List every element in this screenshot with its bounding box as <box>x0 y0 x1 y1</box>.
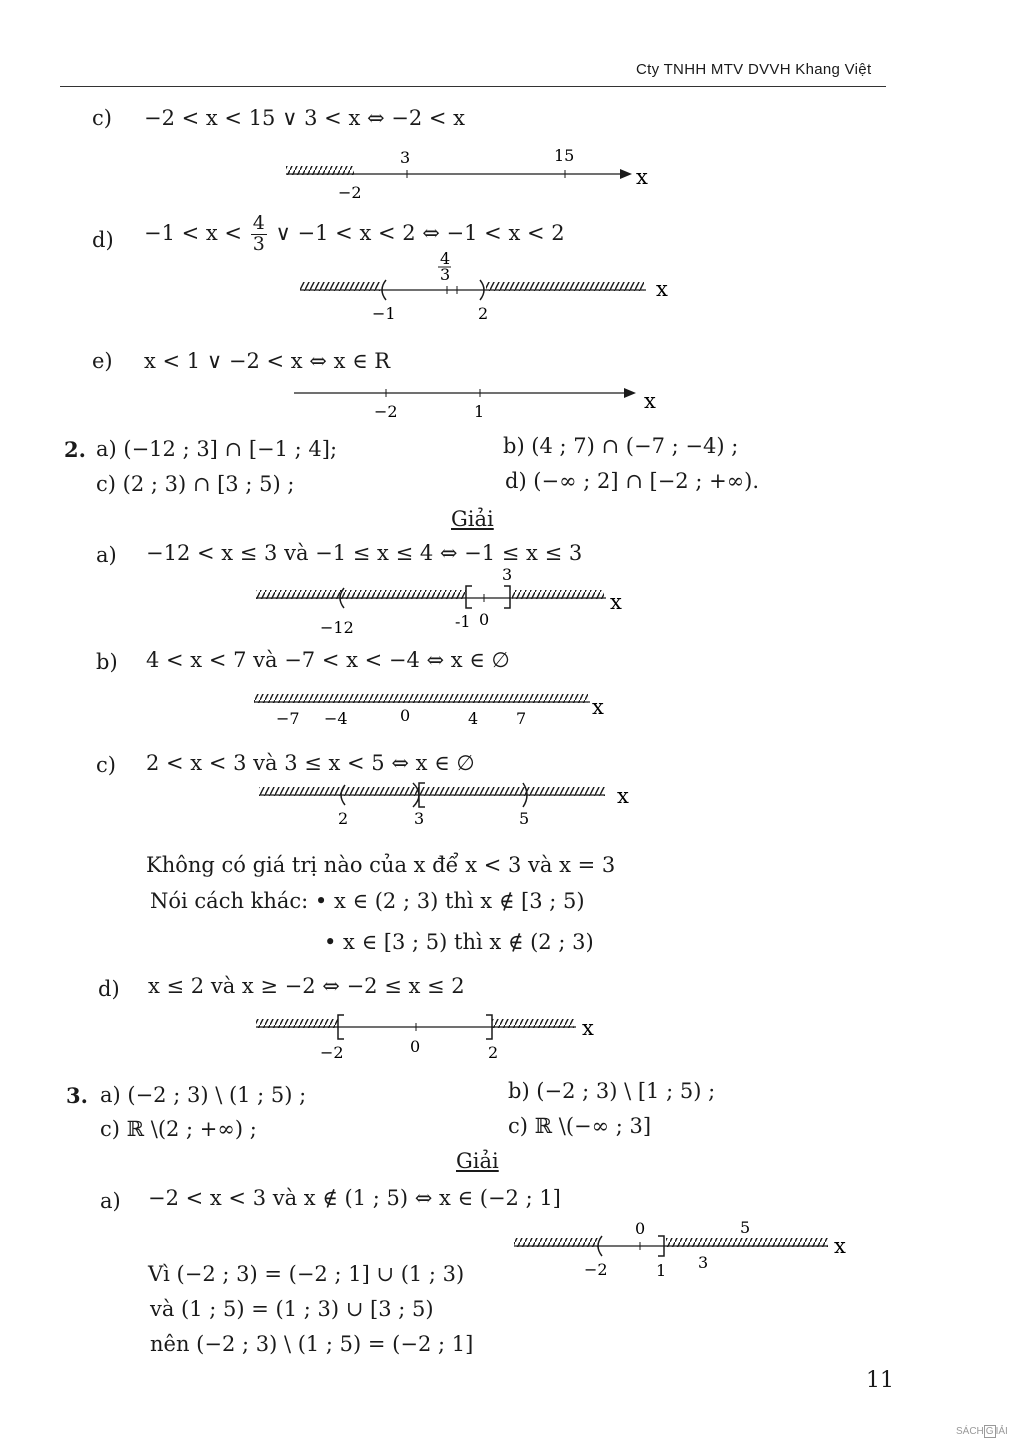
tick-label: 4 <box>468 709 479 728</box>
tick-label: 2 <box>488 1043 499 1062</box>
tick-label: 0 <box>410 1037 421 1056</box>
solution-c-text: 2 < x < 3 và 3 ≤ x < 5 ⇔ x ∈ ∅ <box>146 751 475 775</box>
watermark-logo <box>956 1426 1008 1437</box>
solution-heading: Giải <box>451 507 494 531</box>
solution-b-label: b) <box>96 650 118 674</box>
tick-label: 3 <box>698 1253 709 1272</box>
fraction-numerator: 4 <box>252 212 265 234</box>
tick-label: −1 <box>372 304 396 323</box>
tick-label: 1 <box>474 402 485 421</box>
publisher-header: Cty TNHH MTV DVVH Khang Việt <box>636 61 872 78</box>
item-c-label: c) <box>92 106 112 130</box>
axis-variable: x <box>644 389 656 413</box>
number-line-7 <box>250 1005 630 1065</box>
tick-label: 3 <box>502 565 513 584</box>
reason-line-3: nên (−2 ; 3) \ (1 ; 5) = (−2 ; 1] <box>150 1332 474 1356</box>
axis-variable: x <box>656 277 668 301</box>
exercise-3-number: 3. <box>66 1083 88 1108</box>
number-line-1 <box>280 140 680 210</box>
exercise-2-a: a) (−12 ; 3] ∩ [−1 ; 4]; <box>96 437 338 461</box>
tick-label: 2 <box>478 304 489 323</box>
solution-d-text: x ≤ 2 và x ≥ −2 ⇔ −2 ≤ x ≤ 2 <box>148 974 465 998</box>
header-rule <box>60 86 886 87</box>
closed-bracket <box>466 586 472 608</box>
tick-label: −12 <box>320 618 354 637</box>
tick-label: −2 <box>338 183 362 202</box>
exercise-3-b: b) (−2 ; 3) \ [1 ; 5) ; <box>508 1079 716 1103</box>
note-line-1: Không có giá trị nào của x để x < 3 và x = 3 <box>146 853 616 877</box>
axis-variable: x <box>834 1234 846 1258</box>
arrowhead <box>620 169 632 179</box>
tick-label: 5 <box>740 1218 751 1237</box>
tick-label: 3 <box>440 265 451 284</box>
watermark-mid: G <box>985 1426 994 1437</box>
solution-c-label: c) <box>96 753 116 777</box>
number-line-8 <box>510 1212 860 1282</box>
solution-d-label: d) <box>98 977 120 1001</box>
note-line-2: Nói cách khác: • x ∈ (2 ; 3) thì x ∉ [3 ; 5) <box>150 889 585 913</box>
tick-label: 5 <box>519 809 530 828</box>
page-number: 11 <box>866 1368 894 1393</box>
tick-label: −7 <box>276 709 300 728</box>
number-line-4 <box>250 562 650 642</box>
tick-label: -1 <box>455 612 471 631</box>
axis-variable: x <box>592 695 604 719</box>
axis-variable: x <box>636 165 648 189</box>
item-d-expression <box>144 214 565 255</box>
exercise-3-a: a) (−2 ; 3) \ (1 ; 5) ; <box>100 1083 307 1107</box>
tick-label: 4 <box>440 249 451 268</box>
item-d-post: ∨ −1 < x < 2 ⇔ −1 < x < 2 <box>275 220 565 245</box>
item-e-text: x < 1 ∨ −2 < x ⇔ x ∈ R <box>144 349 391 373</box>
exercise-2-c: c) (2 ; 3) ∩ [3 ; 5) ; <box>96 472 295 496</box>
exercise-2-b: b) (4 ; 7) ∩ (−7 ; −4) ; <box>503 434 739 458</box>
note-line-3: • x ∈ [3 ; 5) thì x ∉ (2 ; 3) <box>324 930 594 954</box>
axis-variable: x <box>582 1016 594 1040</box>
item-e-label: e) <box>92 349 113 373</box>
tick-label: −2 <box>320 1043 344 1062</box>
number-line-5 <box>250 680 650 740</box>
reason-line-2: và (1 ; 5) = (1 ; 3) ∪ [3 ; 5) <box>150 1297 434 1321</box>
fraction <box>251 214 267 255</box>
tick-label: 3 <box>414 809 425 828</box>
axis-variable: x <box>610 590 622 614</box>
tick-label: 0 <box>635 1219 646 1238</box>
exercise-2-number: 2. <box>64 437 86 462</box>
number-line-6 <box>255 775 655 835</box>
item-c-text: −2 < x < 15 ∨ 3 < x ⇔ −2 < x <box>144 106 465 130</box>
solution-a-text: −12 < x ≤ 3 và −1 ≤ x ≤ 4 ⇔ −1 ≤ x ≤ 3 <box>146 541 583 565</box>
tick-label: 3 <box>400 148 411 167</box>
tick-label: 7 <box>516 709 527 728</box>
item-d-pre: −1 < x < <box>144 220 243 245</box>
reason-line-1: Vì (−2 ; 3) = (−2 ; 1] ∪ (1 ; 3) <box>148 1262 465 1286</box>
solution-3a-label: a) <box>100 1189 121 1213</box>
tick-label: −4 <box>324 709 348 728</box>
solution-b-text: 4 < x < 7 và −7 < x < −4 ⇔ x ∈ ∅ <box>146 648 510 672</box>
axis-variable: x <box>617 784 629 808</box>
watermark-right: IẢI <box>995 1426 1008 1437</box>
tick-label: −2 <box>584 1260 608 1279</box>
number-line-2 <box>290 250 690 330</box>
arrowhead <box>624 388 636 398</box>
watermark-left: SÁCH <box>956 1426 984 1437</box>
solution-3a-text: −2 < x < 3 và x ∉ (1 ; 5) ⇔ x ∈ (−2 ; 1] <box>148 1186 561 1210</box>
number-line-3 <box>290 375 670 425</box>
exercise-3-c2: c) ℝ \(−∞ ; 3] <box>508 1114 652 1138</box>
tick-label: 0 <box>479 610 490 629</box>
tick-label: 2 <box>338 809 349 828</box>
tick-label: 1 <box>656 1261 667 1280</box>
tick-label: 0 <box>400 706 411 725</box>
solution-a-label: a) <box>96 543 117 567</box>
exercise-2-d: d) (−∞ ; 2] ∩ [−2 ; +∞). <box>505 469 760 493</box>
solution-heading-3: Giải <box>456 1149 499 1173</box>
fraction-denominator: 3 <box>252 232 265 255</box>
item-d-label: d) <box>92 228 114 252</box>
tick-label: −2 <box>374 402 398 421</box>
closed-bracket <box>504 586 510 608</box>
exercise-3-c: c) ℝ \(2 ; +∞) ; <box>100 1117 257 1141</box>
tick-label: 15 <box>554 146 575 165</box>
